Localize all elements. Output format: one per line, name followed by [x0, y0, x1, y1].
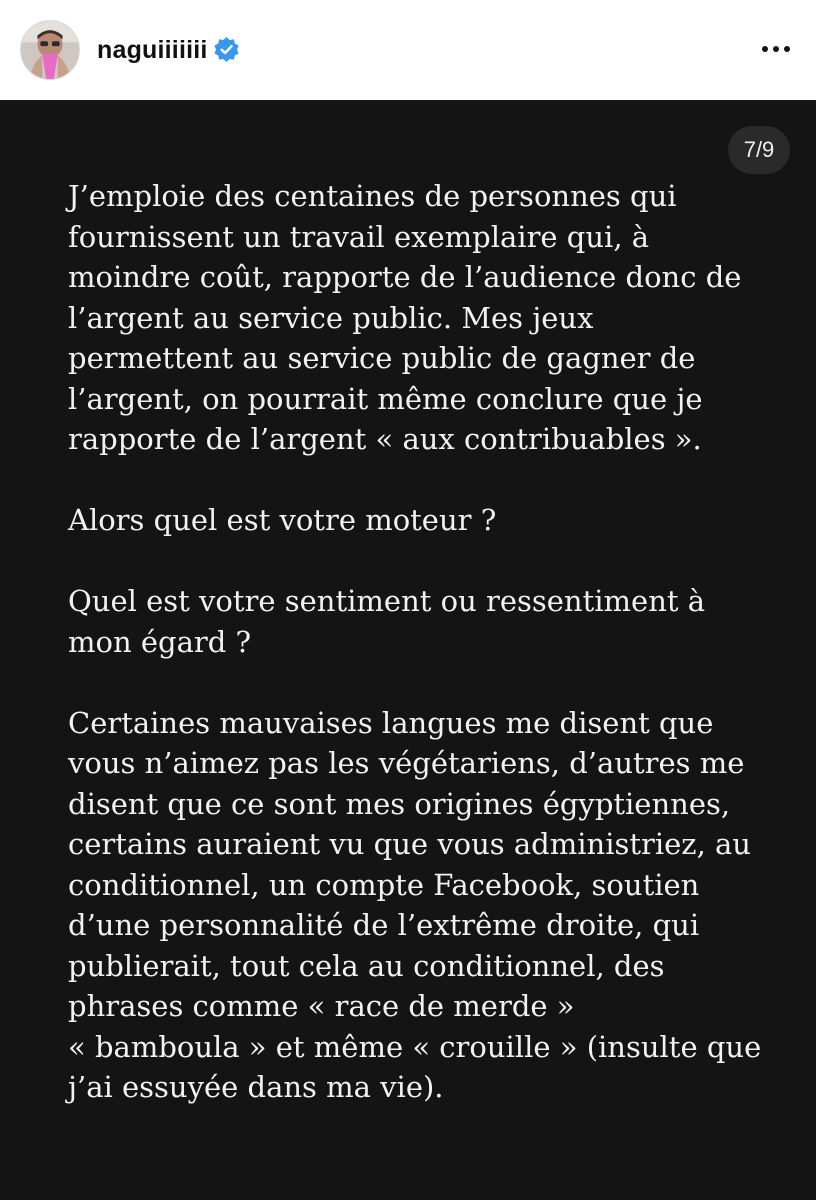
text-line: rapporte de l’argent « aux contribuables ».: [68, 422, 702, 456]
carousel-counter: 7/9: [728, 126, 790, 174]
text-line: Alors quel est votre moteur ?: [68, 503, 497, 537]
text-line: certains auraient vu que vous administriez, au: [68, 827, 751, 861]
text-line: mon égard ?: [68, 624, 252, 659]
text-line: publierait, tout cela au conditionnel, des: [68, 948, 665, 983]
more-dot: [762, 46, 768, 52]
paragraph: [68, 703, 788, 1108]
profile-photo-icon: [21, 21, 79, 79]
more-options-icon[interactable]: [758, 34, 794, 64]
text-line: conditionnel, un compte Facebook, soutien: [68, 867, 700, 902]
text-line: disent que ce sont mes origines égyptiennes,: [68, 786, 731, 821]
text-line: d’une personnalité de l’extrême droite, qui: [68, 908, 700, 942]
text-line: J’emploie des centaines de personnes qui: [68, 179, 677, 213]
text-line: fournissent un travail exemplaire qui, à: [68, 219, 650, 254]
post-text: [68, 176, 788, 1148]
more-dot: [773, 46, 779, 52]
paragraph: [68, 176, 788, 460]
text-line: vous n’aimez pas les végétariens, d’autres me: [68, 746, 745, 780]
more-dot: [784, 46, 790, 52]
text-line: Certaines mauvaises langues me disent que: [68, 705, 714, 740]
text-line: moindre coût, rapporte de l’audience donc de: [68, 260, 742, 294]
text-line: j’ai essuyée dans ma vie).: [68, 1070, 444, 1104]
text-line: Quel est votre sentiment ou ressentiment à: [68, 584, 706, 618]
text-line: phrases comme « race de merde »: [68, 989, 575, 1023]
paragraph: [68, 500, 788, 541]
paragraph: [68, 581, 788, 662]
avatar[interactable]: [20, 20, 80, 80]
post-header: [0, 0, 816, 100]
text-line: l’argent, on pourrait même conclure que je: [68, 381, 703, 416]
text-line: « bamboula » et même « crouille » (insulte que: [68, 1029, 762, 1064]
text-line: permettent au service public de gagner de: [68, 341, 696, 375]
verified-badge-icon: [213, 36, 240, 63]
text-line: l’argent au service public. Mes jeux: [68, 300, 594, 335]
username[interactable]: naguiiiiiii: [97, 36, 208, 64]
